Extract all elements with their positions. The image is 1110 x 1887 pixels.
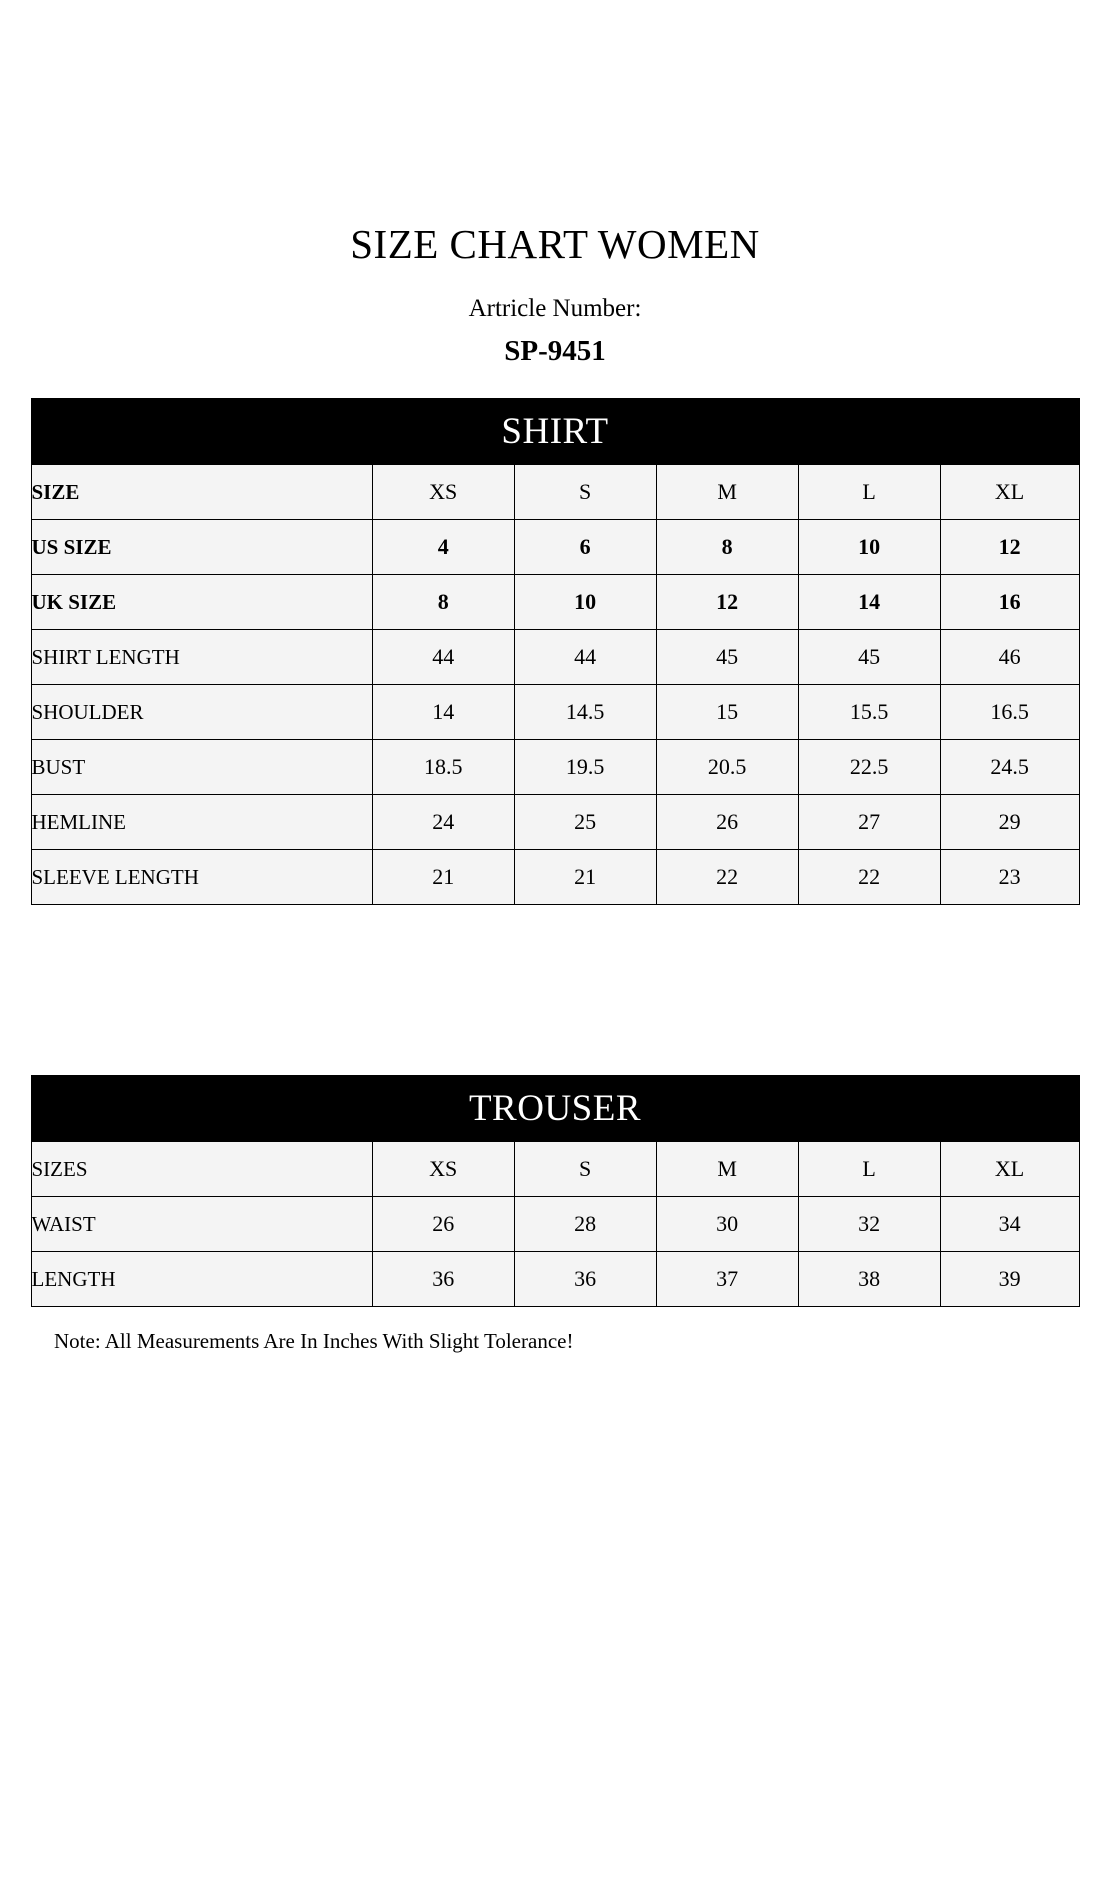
table-cell: 14: [798, 575, 940, 630]
table-row: [31, 685, 1079, 740]
trouser-banner: TROUSER: [31, 1076, 1079, 1142]
table-cell: 32: [798, 1197, 940, 1252]
table-cell: 39: [940, 1252, 1079, 1307]
table-cell: 36: [372, 1252, 514, 1307]
table-cell: 8: [372, 575, 514, 630]
table-row: [31, 795, 1079, 850]
table-cell: 8: [656, 520, 798, 575]
row-label: BUST: [31, 740, 372, 795]
table-cell: 36: [514, 1252, 656, 1307]
table-cell: 29: [940, 795, 1079, 850]
table-cell: 44: [372, 630, 514, 685]
table-cell: 6: [514, 520, 656, 575]
table-cell: 23: [940, 850, 1079, 905]
table-cell: 22: [656, 850, 798, 905]
table-cell: 12: [656, 575, 798, 630]
table-cell: 30: [656, 1197, 798, 1252]
shirt-table-banner-row: [31, 399, 1079, 465]
table-cell: XL: [940, 465, 1079, 520]
shirt-size-table: [31, 398, 1080, 905]
row-label: SLEEVE LENGTH: [31, 850, 372, 905]
row-label: SHIRT LENGTH: [31, 630, 372, 685]
table-row: [31, 575, 1079, 630]
table-cell: L: [798, 465, 940, 520]
table-cell: 20.5: [656, 740, 798, 795]
table-cell: 14: [372, 685, 514, 740]
table-cell: 16.5: [940, 685, 1079, 740]
page-title: SIZE CHART WOMEN: [350, 221, 760, 267]
row-label: SIZES: [31, 1142, 372, 1197]
shirt-banner: SHIRT: [31, 399, 1079, 465]
row-label: HEMLINE: [31, 795, 372, 850]
table-cell: 19.5: [514, 740, 656, 795]
article-number-value: SP-9451: [504, 335, 606, 368]
table-cell: XL: [940, 1142, 1079, 1197]
table-cell: 46: [940, 630, 1079, 685]
table-cell: 24: [372, 795, 514, 850]
table-cell: 21: [514, 850, 656, 905]
table-cell: 16: [940, 575, 1079, 630]
size-chart-document: [0, 222, 1110, 1887]
shirt-table-body: [31, 399, 1079, 905]
table-cell: M: [656, 1142, 798, 1197]
row-label: WAIST: [31, 1197, 372, 1252]
table-cell: 26: [656, 795, 798, 850]
table-row: [31, 520, 1079, 575]
table-cell: 25: [514, 795, 656, 850]
table-row: [31, 465, 1079, 520]
table-cell: 12: [940, 520, 1079, 575]
table-cell: 24.5: [940, 740, 1079, 795]
table-cell: 38: [798, 1252, 940, 1307]
table-cell: 14.5: [514, 685, 656, 740]
table-cell: 26: [372, 1197, 514, 1252]
table-cell: 22: [798, 850, 940, 905]
table-cell: 28: [514, 1197, 656, 1252]
table-cell: 4: [372, 520, 514, 575]
row-label: SIZE: [31, 465, 372, 520]
table-cell: 22.5: [798, 740, 940, 795]
table-cell: L: [798, 1142, 940, 1197]
row-label: LENGTH: [31, 1252, 372, 1307]
trouser-table-banner-row: [31, 1076, 1079, 1142]
table-cell: 21: [372, 850, 514, 905]
trouser-table-body: [31, 1076, 1079, 1307]
table-row: [31, 740, 1079, 795]
table-cell: 27: [798, 795, 940, 850]
row-label: US SIZE: [31, 520, 372, 575]
table-row: [31, 1252, 1079, 1307]
table-cell: XS: [372, 465, 514, 520]
table-cell: 34: [940, 1197, 1079, 1252]
table-cell: 15: [656, 685, 798, 740]
table-cell: 10: [798, 520, 940, 575]
table-cell: 15.5: [798, 685, 940, 740]
table-row: [31, 630, 1079, 685]
article-number-label: Artricle Number:: [468, 295, 642, 323]
table-cell: 45: [656, 630, 798, 685]
table-cell: 45: [798, 630, 940, 685]
measurement-note: Note: All Measurements Are In Inches With Slight Tolerance!: [54, 1329, 574, 1354]
table-cell: 37: [656, 1252, 798, 1307]
table-row: [31, 1197, 1079, 1252]
table-cell: S: [514, 1142, 656, 1197]
table-row: [31, 1142, 1079, 1197]
table-cell: 10: [514, 575, 656, 630]
table-cell: XS: [372, 1142, 514, 1197]
table-row: [31, 850, 1079, 905]
row-label: SHOULDER: [31, 685, 372, 740]
table-cell: S: [514, 465, 656, 520]
table-cell: 18.5: [372, 740, 514, 795]
row-label: UK SIZE: [31, 575, 372, 630]
table-cell: M: [656, 465, 798, 520]
table-cell: 44: [514, 630, 656, 685]
trouser-size-table: [31, 1075, 1080, 1307]
